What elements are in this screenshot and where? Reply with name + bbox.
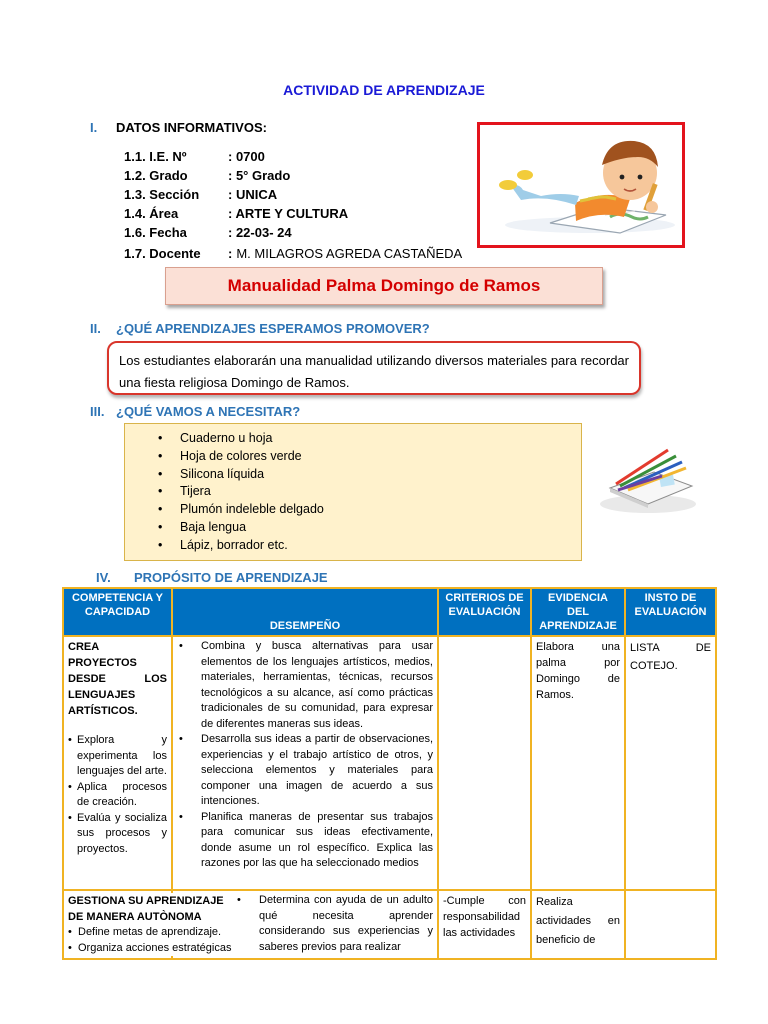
section-4-title: PROPÓSITO DE APRENDIZAJE: [134, 570, 328, 585]
instrumento-cell: LISTA DE COTEJO.: [625, 636, 716, 890]
desempeno-cell: [172, 636, 438, 890]
document-title: ACTIVIDAD DE APRENDIZAJE: [283, 82, 485, 98]
info-label: 1.7. Docente: [124, 246, 201, 261]
info-label: 1.2. Grado: [124, 168, 188, 183]
info-value: : 5° Grado: [228, 168, 291, 183]
info-row-grado: [124, 168, 290, 183]
table-row: [63, 636, 716, 890]
capacidades-list: [68, 733, 167, 857]
list-item: • Desarrolla sus ideas a partir de observaciones, experiencias y el trabajo artístico de otros, y selecciona elementos y materiales para componer una imagen de acuerdo a sus intenciones.: [177, 732, 433, 810]
list-item: • Hoja de colores verde: [180, 448, 581, 466]
table-header-row: [63, 588, 716, 636]
desempenos-list: [177, 639, 433, 872]
criterios-cell: [438, 636, 531, 890]
column-header: INSTO DE EVALUACIÓN: [625, 588, 716, 636]
list-item: • Define metas de aprendizaje.: [68, 925, 232, 941]
list-item: • Evalúa y socializa sus procesos y proyectos.: [68, 811, 167, 858]
column-header: COMPETENCIA Y CAPACIDAD: [63, 588, 172, 636]
competencia-cell: [63, 890, 232, 959]
section-3-heading: [90, 404, 300, 419]
list-item: • Lápiz, borrador etc.: [180, 537, 581, 555]
section-4-heading: [96, 570, 328, 585]
column-header: EVIDENCIA DEL APRENDIZAJE: [531, 588, 625, 636]
criterios-cell: -Cumple con responsabilidad las actividades: [438, 890, 531, 959]
info-value: : UNICA: [228, 187, 278, 202]
competencia-title: GESTIONA SU APRENDIZAJE DE MANERA AUTÒNOMA: [68, 895, 224, 923]
list-item: • Determina con ayuda de un adulto qué necesita aprender considerando sus experiencias y saberes previos para realizar: [235, 893, 433, 955]
section-3-title: ¿QUÉ VAMOS A NECESITAR?: [116, 404, 301, 419]
info-label: 1.3. Sección: [124, 187, 200, 202]
evidencia-cell: Realiza actividades en beneficio de: [531, 890, 625, 959]
section-2-heading: [90, 321, 430, 336]
list-item: • Planifica maneras de presentar sus trabajos para comunicar sus ideas efectivamente, donde asume un rol específico. Explica las razones por las que ha seleccionado medios: [177, 810, 433, 872]
list-item: • Tijera: [180, 483, 581, 501]
evidencia-cell: Elabora una palma por Domingo de Ramos.: [531, 636, 625, 890]
info-label: 1.6. Fecha: [124, 225, 187, 240]
materials-list: [125, 424, 581, 555]
section-4-number: IV.: [96, 570, 111, 585]
table-row: [63, 890, 716, 959]
list-item: • Cuaderno u hoja: [180, 430, 581, 448]
column-header: DESEMPEÑO: [172, 588, 438, 636]
section-2-number: II.: [90, 321, 101, 336]
list-item: • Combina y busca alternativas para usar elementos de los lenguajes artísticos, medios, materiales, herramientas, técnicas, recursos tecnológicos a su alcance, así como prácticas tradicionales de su comunidad, para expresar de diferentes maneras sus ideas.: [177, 639, 433, 732]
list-item: • Silicona líquida: [180, 466, 581, 484]
info-row-fecha: [124, 225, 292, 240]
capacidades-list: [68, 925, 232, 956]
info-value: : 0700: [228, 149, 265, 164]
info-colon: :: [228, 246, 233, 261]
instrumento-cell: [625, 890, 716, 959]
list-item: • Plumón indeleble delgado: [180, 501, 581, 519]
list-item: • Baja lengua: [180, 519, 581, 537]
section-2-title: ¿QUÉ APRENDIZAJES ESPERAMOS PROMOVER?: [116, 321, 430, 336]
info-row-area: [124, 206, 348, 221]
list-item: • Explora y experimenta los lenguajes del arte.: [68, 733, 167, 780]
info-label: 1.4. Área: [124, 206, 179, 221]
learning-goal-box: Los estudiantes elaborarán una manualidad utilizando diversos materiales para recordar una fiesta religiosa Domingo de Ramos.: [107, 341, 641, 395]
info-value: : 22-03- 24: [228, 225, 292, 240]
info-label: 1.1. I.E. Nº: [124, 149, 187, 164]
list-item: • Organiza acciones estratégicas: [68, 941, 232, 957]
info-value: : ARTE Y CULTURA: [228, 206, 349, 221]
pencils-notebook-illustration: [596, 438, 700, 514]
list-item: • Aplica procesos de creación.: [68, 780, 167, 811]
child-drawing-image: [477, 122, 685, 248]
column-header: CRITERIOS DE EVALUACIÓN: [438, 588, 531, 636]
purpose-table: [62, 587, 717, 960]
section-1-heading: [90, 120, 267, 135]
child-drawing-illustration: [480, 125, 682, 245]
info-row-docente: [124, 246, 462, 261]
desempenos-list: [235, 893, 433, 955]
competencia-cell: [63, 636, 172, 890]
info-row-ie: [124, 149, 265, 164]
section-1-title: DATOS INFORMATIVOS:: [116, 120, 267, 135]
section-1-number: I.: [90, 120, 98, 135]
materials-box: [124, 423, 582, 561]
info-row-seccion: [124, 187, 277, 202]
info-value: M. MILAGROS AGREDA CASTAÑEDA: [236, 246, 463, 261]
competencia-title: CREA PROYECTOS DESDE LOS LENGUAJES ARTÍSTICOS.: [68, 641, 167, 717]
section-3-number: III.: [90, 404, 105, 419]
activity-title-banner: Manualidad Palma Domingo de Ramos: [165, 267, 603, 305]
